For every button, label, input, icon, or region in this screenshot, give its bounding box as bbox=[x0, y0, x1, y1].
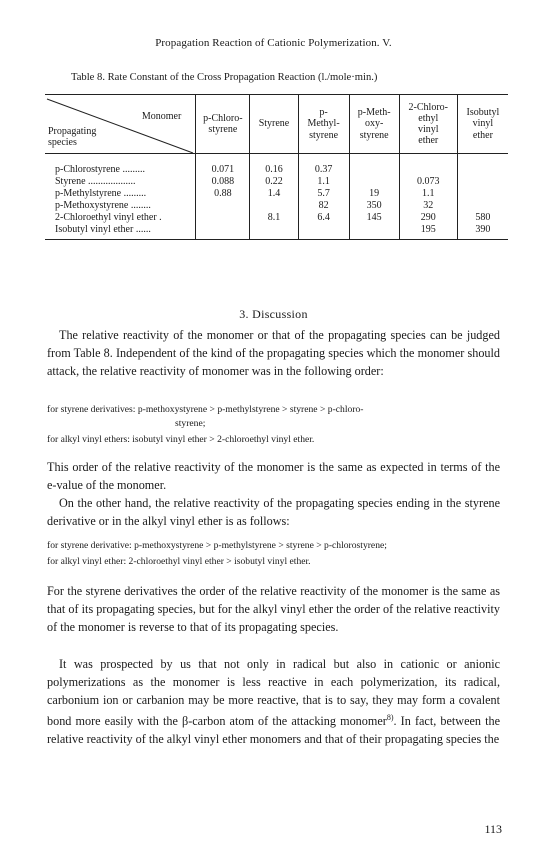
rate-constant-table bbox=[45, 94, 508, 240]
paragraph-e-value: This order of the relative reactivity of the monomer is the same as expected in terms of the e-value of the monomer. bbox=[47, 460, 500, 492]
monomer-order-alkyl-vinyl-ether: for alkyl vinyl ethers: isobutyl vinyl ether > 2-chloroethyl vinyl ether. bbox=[47, 434, 315, 445]
column-header-p-methylstyrene bbox=[298, 95, 349, 154]
column-header-line: Methyl- bbox=[307, 118, 340, 130]
paragraph-prospected-text: It was prospected by us that not only in radical but also in cationic or anionic polymerizations as the monomer is less reactive in each polymerization, its radical, carbonium ion or carbanion may be more reactive, that is to say, they may form a covalent bond more easily with the β-carbon atom of the attacking monomer$^{8)}$. In fact, between the relative reactivity of the alkyl vinyl ether monomers and that of their propagating species the bbox=[47, 657, 500, 747]
rate-value-cell: 0.088 bbox=[196, 176, 250, 188]
rate-value-cell: 0.16 bbox=[250, 154, 298, 177]
row-species-label: p-Chlorostyrene ......... bbox=[55, 164, 145, 176]
rate-value-cell bbox=[399, 154, 457, 177]
rate-value-cell bbox=[457, 188, 508, 200]
rate-value-cell: 0.88 bbox=[196, 188, 250, 200]
table-row bbox=[45, 212, 508, 224]
rate-value-cell: 19 bbox=[349, 188, 399, 200]
rate-value-cell: 580 bbox=[457, 212, 508, 224]
rate-value-cell bbox=[457, 176, 508, 188]
column-header-p-chlorostyrene bbox=[196, 95, 250, 154]
propagating-label: Propagating bbox=[48, 126, 97, 137]
running-head: Propagation Reaction of Cationic Polymerization. V. bbox=[155, 37, 392, 49]
column-header-line: Isobutyl bbox=[466, 107, 500, 119]
table-corner-cell bbox=[45, 95, 196, 154]
column-header-isobutyl-vinyl-ether bbox=[457, 95, 508, 154]
rate-value-cell: 5.7 bbox=[298, 188, 349, 200]
rate-value-cell: 0.37 bbox=[298, 154, 349, 177]
paragraph-prospected bbox=[47, 655, 500, 748]
rate-value-cell: 32 bbox=[399, 200, 457, 212]
row-species-label: 2-Chloroethyl vinyl ether . bbox=[55, 212, 162, 224]
monomer-order-styrene-line1: for styrene derivatives: p-methoxystyrene > p-methylstyrene > styrene > p-chloro- bbox=[47, 404, 364, 415]
column-header-p-methoxystyrene bbox=[349, 95, 399, 154]
rate-value-cell bbox=[196, 200, 250, 212]
rate-value-cell: 195 bbox=[399, 224, 457, 240]
rate-value-cell: 8.1 bbox=[250, 212, 298, 224]
rate-value-cell: 145 bbox=[349, 212, 399, 224]
reference-superscript: 8) bbox=[386, 713, 394, 722]
row-species-label: Isobutyl vinyl ether ...... bbox=[45, 224, 196, 240]
paragraph-propagating-species: On the other hand, the relative reactivity of the propagating species ending in the styrene derivative or in the alkyl vinyl ether is as follows: bbox=[47, 496, 500, 528]
rate-value-cell: 1.4 bbox=[250, 188, 298, 200]
rate-value-cell bbox=[349, 176, 399, 188]
column-header-line: vinyl bbox=[472, 118, 494, 130]
monomer-axis-label: Monomer bbox=[141, 111, 182, 122]
rate-value-cell bbox=[457, 200, 508, 212]
rate-value-cell bbox=[349, 154, 399, 177]
rate-value-cell: 0.22 bbox=[250, 176, 298, 188]
column-header-line: ether bbox=[418, 135, 439, 147]
rate-value-cell bbox=[349, 224, 399, 240]
table-body bbox=[45, 154, 508, 240]
rate-value-cell: 82 bbox=[298, 200, 349, 212]
rate-value-cell bbox=[250, 200, 298, 212]
rate-value-cell: 0.073 bbox=[399, 176, 457, 188]
column-header-2-chloroethyl-vinyl-ether bbox=[399, 95, 457, 154]
section-heading: 3. Discussion bbox=[239, 307, 308, 321]
rate-value-cell bbox=[196, 212, 250, 224]
column-header-line: Styrene bbox=[258, 118, 290, 130]
column-header-line: p- bbox=[319, 107, 328, 119]
rate-value-cell: 1.1 bbox=[399, 188, 457, 200]
column-header-line: vinyl bbox=[418, 124, 439, 135]
row-species-label: Styrene ................... bbox=[55, 176, 136, 188]
table-row bbox=[45, 176, 508, 188]
table-caption: Table 8. Rate Constant of the Cross Propagation Reaction (l./mole·min.) bbox=[71, 72, 378, 83]
rate-value-cell bbox=[457, 154, 508, 177]
column-header-line: 2-Chloro- bbox=[408, 101, 448, 113]
table-row bbox=[45, 188, 508, 200]
table-row bbox=[45, 154, 508, 177]
species-order-alkyl-vinyl-ether: for alkyl vinyl ether: 2-chloroethyl vinyl ether > isobutyl vinyl ether. bbox=[47, 556, 311, 567]
rate-value-cell: 1.1 bbox=[298, 176, 349, 188]
column-header-line: p-Meth- bbox=[357, 107, 391, 119]
row-species-label: p-Methoxystyrene ........ bbox=[55, 200, 151, 212]
row-species-label: p-Methylstyrene ......... bbox=[55, 188, 147, 200]
species-label: species bbox=[48, 137, 77, 149]
rate-value-cell: 390 bbox=[457, 224, 508, 240]
rate-value-cell: 290 bbox=[399, 212, 457, 224]
page-number: 113 bbox=[484, 822, 502, 836]
column-header-styrene bbox=[250, 95, 298, 154]
column-header-line: styrene bbox=[309, 129, 339, 141]
column-header-line: styrene bbox=[359, 129, 389, 141]
column-header-line: styrene bbox=[208, 124, 238, 135]
rate-value-cell bbox=[250, 224, 298, 240]
column-header-line: ethyl bbox=[418, 112, 439, 124]
paragraph-relative-reactivity: The relative reactivity of the monomer or that of the propagating species can be judged from Table 8. Independent of the kind of the propagating species which the monomer should attack, the relative reactivity of monomer was in the following order: bbox=[47, 328, 500, 378]
table-row bbox=[45, 200, 508, 212]
species-axis-label bbox=[48, 126, 96, 148]
monomer-order-styrene-line2: styrene; bbox=[175, 418, 206, 429]
rate-value-cell: 0.071 bbox=[196, 154, 250, 177]
rate-value-cell: 350 bbox=[349, 200, 399, 212]
column-header-line: oxy- bbox=[365, 118, 384, 130]
species-order-styrene: for styrene derivative: p-methoxystyrene > p-methylstyrene > styrene > p-chlorostyrene; bbox=[47, 540, 387, 551]
paragraph-order-comparison: For the styrene derivatives the order of the relative reactivity of the monomer is the same as that of its propagating species, but for the alkyl vinyl ether the order of the relative reactivity of the monomer is reverse to that of its propagating species. bbox=[47, 584, 500, 634]
rate-value-cell: 6.4 bbox=[298, 212, 349, 224]
table-header-row bbox=[45, 95, 508, 154]
column-header-line: ether bbox=[472, 129, 493, 141]
table-row bbox=[45, 224, 508, 240]
column-header-line: p-Chloro- bbox=[203, 112, 243, 124]
rate-value-cell bbox=[196, 224, 250, 240]
rate-value-cell bbox=[298, 224, 349, 240]
